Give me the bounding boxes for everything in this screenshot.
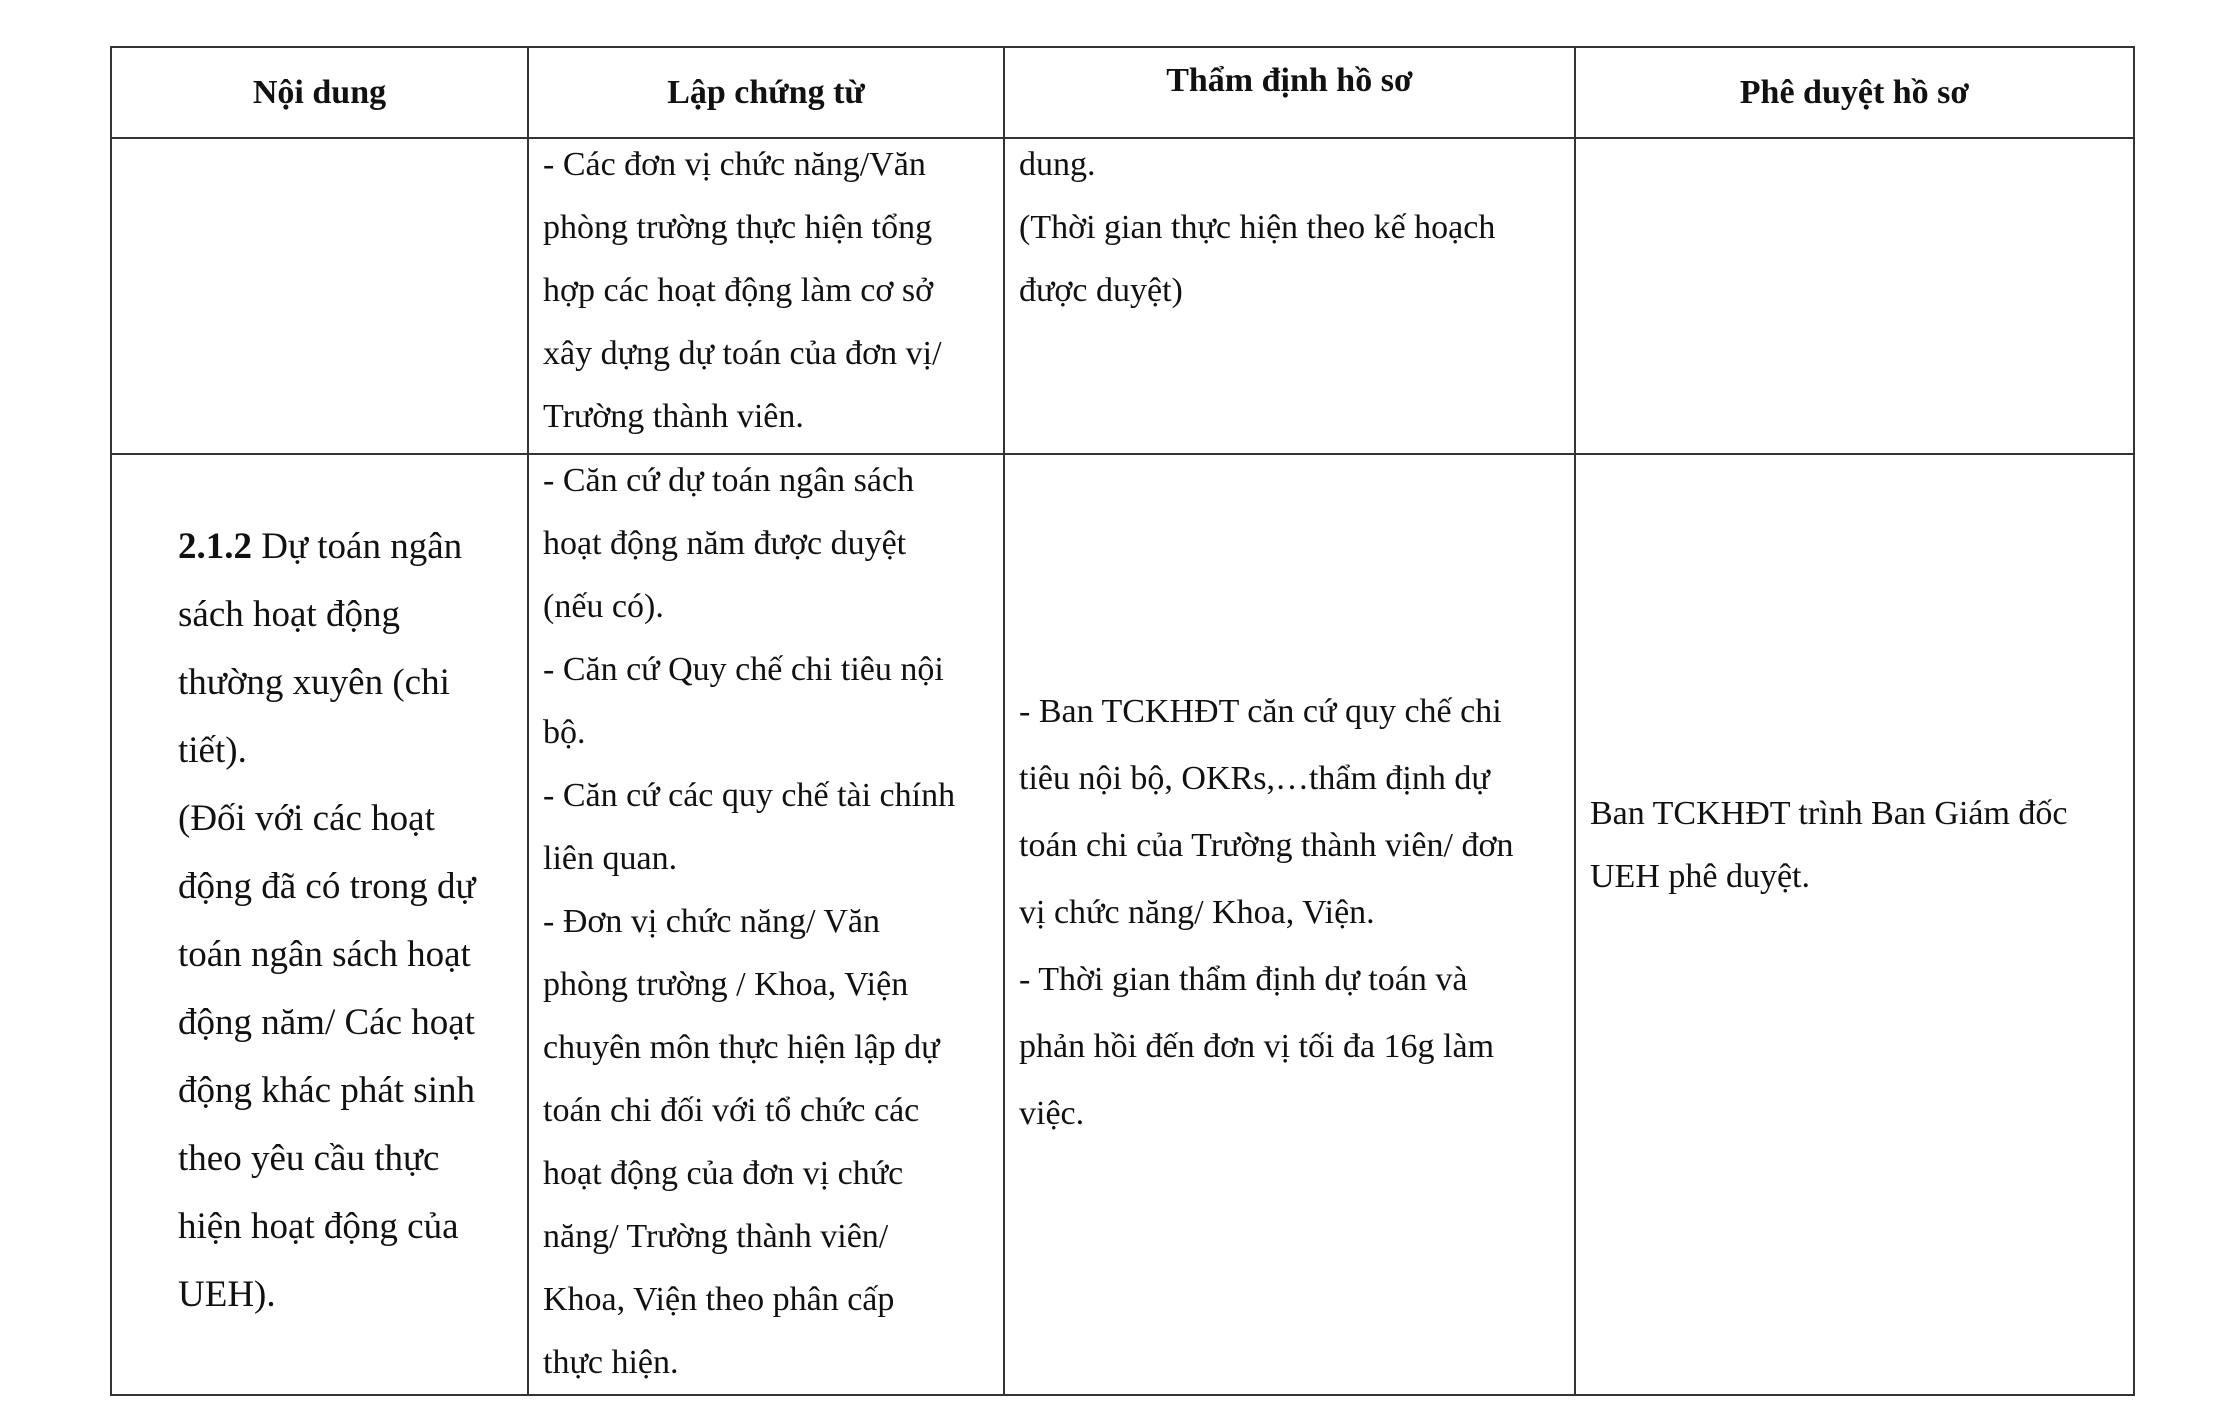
cell-noi-dung	[111, 454, 528, 1395]
cell-lap-chung-tu: - Các đơn vị chức năng/Văn phòng trường thực hiện tổng hợp các hoạt động làm cơ sở xây dựng dự toán của đơn vị/ Trường thành viên.	[528, 138, 1004, 454]
header-label: Phê duyệt hồ sơ	[1739, 73, 1970, 111]
table-row	[111, 454, 2134, 1395]
cell-lap-chung-tu: - Căn cứ dự toán ngân sách hoạt động năm được duyệt (nếu có). - Căn cứ Quy chế chi tiêu nội bộ. - Căn cứ các quy chế tài chính liên quan. - Đơn vị chức năng/ Văn phòng trường / Khoa, Viện chuyên môn thực hiện lập dự toán chi đối với tổ chức các hoạt động của đơn vị chức năng/ Trường thành viên/ Khoa, Viện theo phân cấp thực hiện.	[528, 454, 1004, 1395]
header-label: Lập chứng từ	[667, 73, 865, 111]
item-description: Dự toán ngân sách hoạt động thường xuyên (chi tiết). (Đối với các hoạt động đã có trong dự toán ngân sách hoạt động năm/ Các hoạt động khác phát sinh theo yêu cầu thực hiện hoạt động của UEH).	[178, 526, 476, 1315]
header-label: Nội dung	[252, 73, 387, 111]
cell-noi-dung	[111, 138, 528, 454]
header-phe-duyet-ho-so	[1575, 47, 2134, 138]
cell-tham-dinh: - Ban TCKHĐT căn cứ quy chế chi tiêu nội bộ, OKRs,…thẩm định dự toán chi của Trường thành viên/ đơn vị chức năng/ Khoa, Viện. - Thời gian thẩm định dự toán và phản hồi đến đơn vị tối đa 16g làm việc.	[1004, 454, 1575, 1395]
cell-phe-duyet: Ban TCKHĐT trình Ban Giám đốc UEH phê duyệt.	[1575, 454, 2134, 1395]
header-noi-dung	[111, 47, 528, 138]
header-label: Thẩm định hồ sơ	[1166, 61, 1413, 99]
item-number: 2.1.2	[178, 526, 252, 567]
cell-phe-duyet	[1575, 138, 2134, 454]
header-tham-dinh-ho-so	[1004, 47, 1575, 138]
cell-tham-dinh: dung. (Thời gian thực hiện theo kế hoạch được duyệt)	[1004, 138, 1575, 454]
content-item-2-1-2	[112, 455, 527, 1329]
header-lap-chung-tu	[528, 47, 1004, 138]
table-row	[111, 138, 2134, 454]
procedure-table	[110, 46, 2135, 1396]
table-header-row	[111, 47, 2134, 138]
